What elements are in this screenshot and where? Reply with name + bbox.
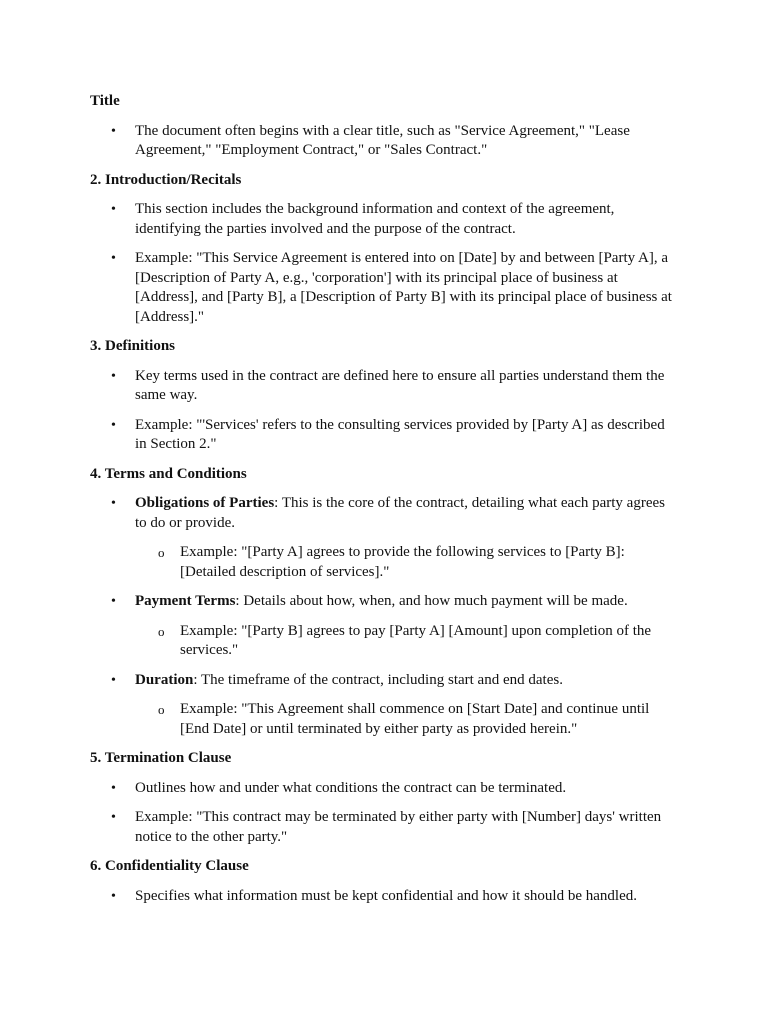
bullet-icon: • (111, 417, 116, 433)
list-item-term: Duration (135, 671, 194, 688)
list-item-text: : This is the core of the contract, detailing what each party agrees to do or provide. (135, 495, 665, 531)
bullet-icon: • (111, 368, 116, 384)
list-item (90, 200, 680, 239)
list-item (90, 808, 680, 847)
sub-list-item (90, 622, 680, 661)
list-item (90, 367, 680, 406)
section-heading: Title (90, 93, 120, 109)
bullet-icon: • (111, 202, 116, 217)
bullet-icon: • (111, 888, 116, 904)
bullet-icon: • (111, 251, 116, 266)
list-item (90, 671, 680, 691)
sub-list-item-text: Example: "[Party A] agrees to provide the following services to [Party B]: [Detailed description of services]." (180, 544, 625, 580)
bullet-icon: • (111, 672, 116, 688)
sub-bullet-icon: o (158, 623, 165, 639)
list-item (90, 887, 680, 907)
list-item (90, 416, 680, 455)
section-heading: 3. Definitions (90, 338, 176, 354)
list-item (90, 122, 680, 161)
sub-bullet-icon: o (158, 702, 165, 717)
section-heading: 4. Terms and Conditions (90, 465, 247, 482)
list-item-term: Payment Terms (135, 593, 236, 609)
list-item-text: The document often begins with a clear title, such as "Service Agreement," "Lease Agreement," "Employment Contract," or "Sales Contract." (135, 122, 630, 158)
sub-bullet-icon: o (158, 545, 165, 560)
section-heading: 6. Confidentiality Clause (90, 858, 249, 874)
list-item-text: Specifies what information must be kept confidential and how it should be handled. (135, 887, 637, 904)
list-item-text: Outlines how and under what conditions the contract can be terminated. (135, 779, 567, 796)
list-item-text: : The timeframe of the contract, including start and end dates. (193, 671, 563, 688)
sub-list-item (90, 700, 680, 739)
list-item-text: Example: "'Services' refers to the consulting services provided by [Party A] as described in Section 2." (135, 416, 665, 452)
sub-list-item (90, 543, 680, 582)
list-item-text: Key terms used in the contract are defined here to ensure all parties understand them the same way. (135, 367, 665, 403)
bullet-icon: • (111, 780, 116, 796)
section-heading: 5. Termination Clause (90, 750, 232, 766)
list-item-text: : Details about how, when, and how much payment will be made. (235, 593, 628, 609)
section-heading: 2. Introduction/Recitals (90, 171, 242, 188)
list-item-term: Obligations of Parties (135, 495, 275, 511)
list-item (90, 779, 680, 799)
bullet-icon: • (111, 594, 116, 609)
bullet-icon: • (111, 123, 116, 139)
list-item-text: Example: "This contract may be terminated by either party with [Number] days' written notice to the other party." (135, 809, 662, 845)
sub-list-item-text: Example: "[Party B] agrees to pay [Party A] [Amount] upon completion of the services." (180, 622, 652, 658)
list-item (90, 494, 680, 533)
list-item-text: Example: "This Service Agreement is entered into on [Date] by and between [Party A], a [Description of Party A, e.g., 'corporation'] with its principal place of business at [Address], and [Party B], a [Description of Party B] with its principal place of business at [Address]." (135, 250, 672, 325)
bullet-icon: • (111, 496, 116, 511)
document-page (90, 92, 680, 916)
bullet-icon: • (111, 810, 116, 825)
list-item (90, 592, 680, 612)
list-item-text: This section includes the background information and context of the agreement, identifying the parties involved and the purpose of the contract. (135, 201, 615, 237)
sub-list-item-text: Example: "This Agreement shall commence on [Start Date] and continue until [End Date] or until terminated by either party as provided herein." (180, 701, 650, 737)
list-item (90, 249, 680, 327)
